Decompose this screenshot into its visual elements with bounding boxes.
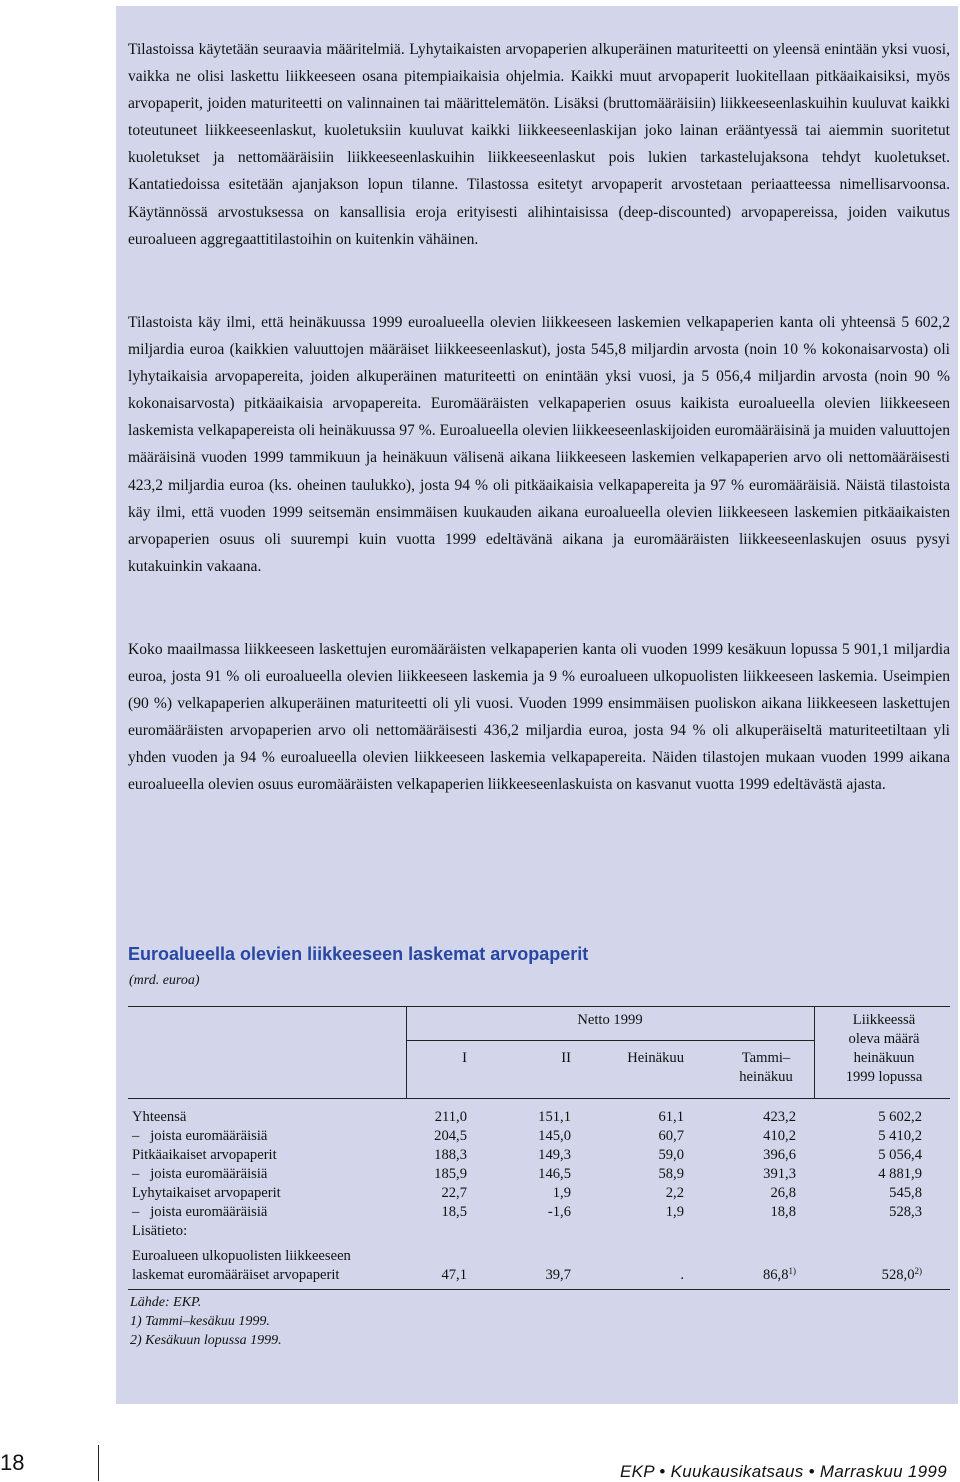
col-header-ii: II (561, 1050, 571, 1066)
table-cell: 5 056,4 (878, 1147, 922, 1163)
table-header-rule (128, 1098, 950, 1099)
table-row-label: Pitkäaikaiset arvopaperit (132, 1147, 277, 1163)
table-cell: 185,9 (434, 1166, 467, 1182)
table-cell: 188,3 (434, 1147, 467, 1163)
table-cell: 61,1 (658, 1109, 684, 1125)
col-header-i: I (462, 1050, 467, 1066)
table-footnote-2: 2) Kesäkuun lopussa 1999. (130, 1333, 282, 1348)
table-cell: 2,2 (665, 1185, 684, 1201)
table-cell: 528,3 (889, 1204, 922, 1220)
table-cell: 391,3 (763, 1166, 796, 1182)
table-cell: 59,0 (658, 1147, 684, 1163)
paragraph-global: Koko maailmassa liikkeeseen laskettujen euromääräisten velkapaperien kanta oli vuoden 1999 kesäkuun lopussa 5 901,1 miljardia euroa, josta 91 % oli euroalueella olevien liikkeeseen laskemia ja 9 % euroalueen ulkopuolisten liikkeeseen laskemia. Useimpien (90 %) velkapaperien alkuperäinen maturiteetti oli yli vuosi. Vuoden 1999 ensimmäisen puoliskon aikana liikkeeseen laskettujen euromääräisten arvopaperien arvo oli nettomääräisesti 436,2 miljardia euroa, josta 94 % oli alkuperäiseltä maturiteetiltaan yli yhden vuoden ja 94 % euroalueella olevien liikkeeseen laskemia velkapapereita. Näiden tilastojen mukaan vuoden 1999 aikana euroalueella olevien osuus euromääräisten velkapaperien liikkeeseenlaskuista on kasvanut vuotta 1999 edeltävästä ajasta. (128, 641, 950, 794)
table-cell: 58,9 (658, 1166, 684, 1182)
table-bottom-rule (128, 1289, 950, 1290)
col-header-jan-july: Tammi– heinäkuu (739, 1050, 793, 1085)
col-header-outstanding: Liikkeessä oleva määrä heinäkuun 1999 lopussa (845, 1012, 923, 1085)
extra-row-value-jan-july (716, 1266, 796, 1285)
footnote-ref-2: 2) (914, 1266, 922, 1276)
table-row-label: Yhteensä (132, 1109, 187, 1125)
group-header: Netto 1999 (577, 1012, 643, 1028)
page-number: 18 (0, 1450, 25, 1475)
extra-row-label-2: laskemat euromääräiset arvopaperit (132, 1267, 340, 1283)
table-cell: 545,8 (889, 1185, 922, 1201)
table-cell: 22,7 (441, 1185, 467, 1201)
table-cell: 146,5 (538, 1166, 571, 1182)
table-cell: 149,3 (538, 1147, 571, 1163)
table-source-note: Lähde: EKP. (130, 1295, 202, 1310)
table-cell: 1,9 (552, 1185, 571, 1201)
table-cell: 410,2 (763, 1128, 796, 1144)
table-cell: 423,2 (763, 1109, 796, 1125)
table-cell: 204,5 (434, 1128, 467, 1144)
paragraph-definitions: Tilastoissa käytetään seuraavia määritelmiä. Lyhytaikaisten arvopaperien alkuperäinen maturiteetti on yleensä enintään yksi vuosi, vaikka ne olisi laskettu liikkeeseen osana pitempiaikaisia ohjelmia. Kaikki muut arvopaperit luokitellaan pitkäaikaisiksi, myös arvopaperit, joiden maturiteetti on valinnainen tai määrittelemätön. Lisäksi (bruttomääräisiin) liikkeeseenlaskuihin kuuluvat kaikki toteutuneet liikkeeseenlaskut, kuoletuksiin kuuluvat kaikki liikkeeseenlaskijan joko lainan erääntyessä tai aiemmin suoritetut kuoletukset ja nettomääräisiin liikkeeseenlaskuihin liikkeeseenlaskut pois lukien tarkastelujaksona tehdyt kuoletukset. Kantatiedoissa esitetään ajanjakson lopun tilanne. Tilastossa esitetyt arvopaperit arvostetaan periaatteessa nimellisarvoonsa. Käytännössä arvostuksessa on kansallisia eroja erityisesti alihintaisissa (deep-discounted) arvopapereissa, joiden vaikutus euroalueen aggregaattitilastoihin on kuitenkin vähäinen. (128, 41, 950, 248)
table-cell: 211,0 (434, 1109, 467, 1125)
extra-row-value-jan-july-number: 86,8 (762, 1267, 789, 1283)
table-row-label: – joista euromääräisiä (132, 1128, 268, 1144)
extra-row-value-i: 47,1 (441, 1267, 467, 1283)
extra-row-value-outstanding (816, 1266, 922, 1285)
extra-row-value-outstanding-number: 528,0 (881, 1267, 915, 1283)
table-cell: 5 410,2 (878, 1128, 922, 1144)
table-cell: 5 602,2 (878, 1109, 922, 1125)
table-cell: 396,6 (763, 1147, 796, 1163)
table-top-rule (128, 1006, 950, 1007)
table-cell: 145,0 (538, 1128, 571, 1144)
table-row-label: Lyhytaikaiset arvopaperit (132, 1185, 281, 1201)
footer-divider (98, 1445, 99, 1481)
table-cell: 18,8 (770, 1204, 796, 1220)
table-cell: 60,7 (658, 1128, 684, 1144)
extra-row-label-1: Euroalueen ulkopuolisten liikkeeseen (132, 1248, 351, 1264)
table-cell: 1,9 (665, 1204, 684, 1220)
table-cell: 151,1 (538, 1109, 571, 1125)
extra-row-value-july: . (680, 1267, 684, 1283)
table-cell: -1,6 (547, 1204, 571, 1220)
table-unit: (mrd. euroa) (129, 973, 200, 988)
footnote-ref-1: 1) (788, 1266, 796, 1276)
table-row-label: – joista euromääräisiä (132, 1204, 268, 1220)
table-cell: 26,8 (770, 1185, 796, 1201)
group-header-rule (406, 1040, 814, 1041)
paragraph-statistics: Tilastoista käy ilmi, että heinäkuussa 1999 euroalueella olevien liikkeeseen laskemien velkapaperien kanta oli yhteensä 5 602,2 miljardia euroa (kaikkien valuuttojen määräiset liikkeeseenlaskut), josta 545,8 miljardin arvosta (noin 10 % kokonaisarvosta) oli lyhytaikaisia arvopapereita, joiden alkuperäinen maturiteetti on enintään yksi vuosi, ja 5 056,4 miljardin arvosta (noin 90 % kokonaisarvosta) pitkäaikaisia arvopapereita. Euromääräisten velkapaperien osuus kaikista euroalueella olevien liikkeeseen laskemista velkapapereista oli heinäkuussa 97 %. Euroalueella olevien liikkeeseenlaskijoiden euromääräisinä ja muiden valuuttojen määräisinä vuoden 1999 tammikuun ja heinäkuun välisenä aikana liikkeeseen laskemien velkapaperien arvo oli nettomääräisesti 423,2 miljardia euroa (ks. oheinen taulukko), josta 94 % oli pitkäaikaisia velkapapereita ja 97 % euromääräisiä. Näistä tilastoista käy ilmi, että vuoden 1999 seitsemän ensimmäisen kuukauden aikana euroalueella olevien liikkeeseen laskemien pitkäaikaisten arvopaperien osuus oli suurempi kuin vuotta 1999 edeltävänä aikana ja euromääräisten liikkeeseenlaskujen osuus pysyi kutakuinkin vakaana. (128, 314, 950, 575)
content-panel (116, 6, 958, 1404)
publication-footer: EKP • Kuukausikatsaus • Marraskuu 1999 (620, 1462, 947, 1481)
col-header-july: Heinäkuu (627, 1050, 684, 1066)
table-footnote-1: 1) Tammi–kesäkuu 1999. (130, 1314, 270, 1329)
table-row-label: Lisätieto: (132, 1223, 188, 1239)
table-title: Euroalueella olevien liikkeeseen laskemat arvopaperit (128, 944, 589, 964)
table-cell: 4 881,9 (878, 1166, 922, 1182)
table-cell: 18,5 (441, 1204, 467, 1220)
table-row-label: – joista euromääräisiä (132, 1166, 268, 1182)
extra-row-value-ii: 39,7 (545, 1267, 571, 1283)
